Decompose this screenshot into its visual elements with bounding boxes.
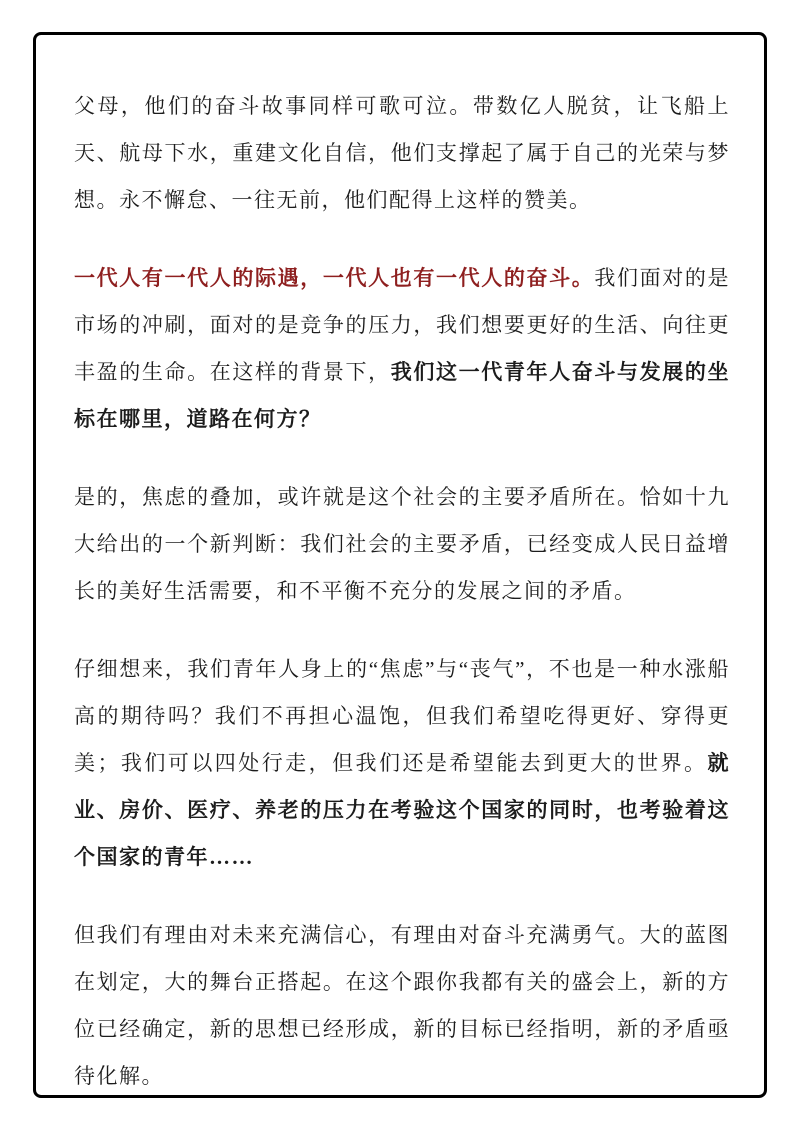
text-run-normal: 是的，焦虑的叠加，或许就是这个社会的主要矛盾所在。恰如十九大给出的一个新判断：我们社会的主要矛盾，已经变成人民日益增长的美好生活需要，和不平衡不充分的发展之间的矛盾。 [74, 485, 730, 603]
paragraph [74, 646, 730, 881]
paragraph [74, 474, 730, 615]
text-run-bold: 就业、房价、医疗、养老的压力在考验这个国家的同时，也考验着这个国家的青年…… [74, 751, 730, 869]
text-run-normal: 仔细想来，我们青年人身上的“焦虑”与“丧气”，不也是一种水涨船高的期待吗？我们不再担心温饱，但我们希望吃得更好、穿得更美；我们可以四处行走，但我们还是希望能去到更大的世界。 [74, 657, 730, 775]
text-run-bold: 我们这一代青年人奋斗与发展的坐标在哪里，道路在何方？ [74, 360, 730, 431]
paragraph [74, 912, 730, 1095]
page-border-frame [33, 32, 767, 1098]
paragraph [74, 255, 730, 443]
text-run-normal: 父母，他们的奋斗故事同样可歌可泣。带数亿人脱贫，让飞船上天、航母下水，重建文化自信，他们支撑起了属于自己的光荣与梦想。永不懈怠、一往无前，他们配得上这样的赞美。 [74, 94, 730, 212]
text-run-red-bold: 一代人有一代人的际遇，一代人也有一代人的奋斗。 [74, 266, 595, 290]
document-body [36, 35, 764, 1095]
paragraph [74, 83, 730, 224]
text-run-normal: 我们面对的是市场的冲刷，面对的是竞争的压力，我们想要更好的生活、向往更丰盈的生命。在这样的背景下， [74, 266, 730, 384]
text-run-normal: 但我们有理由对未来充满信心，有理由对奋斗充满勇气。大的蓝图在划定，大的舞台正搭起。在这个跟你我都有关的盛会上，新的方位已经确定，新的思想已经形成，新的目标已经指明，新的矛盾亟待化解。 [74, 923, 730, 1088]
